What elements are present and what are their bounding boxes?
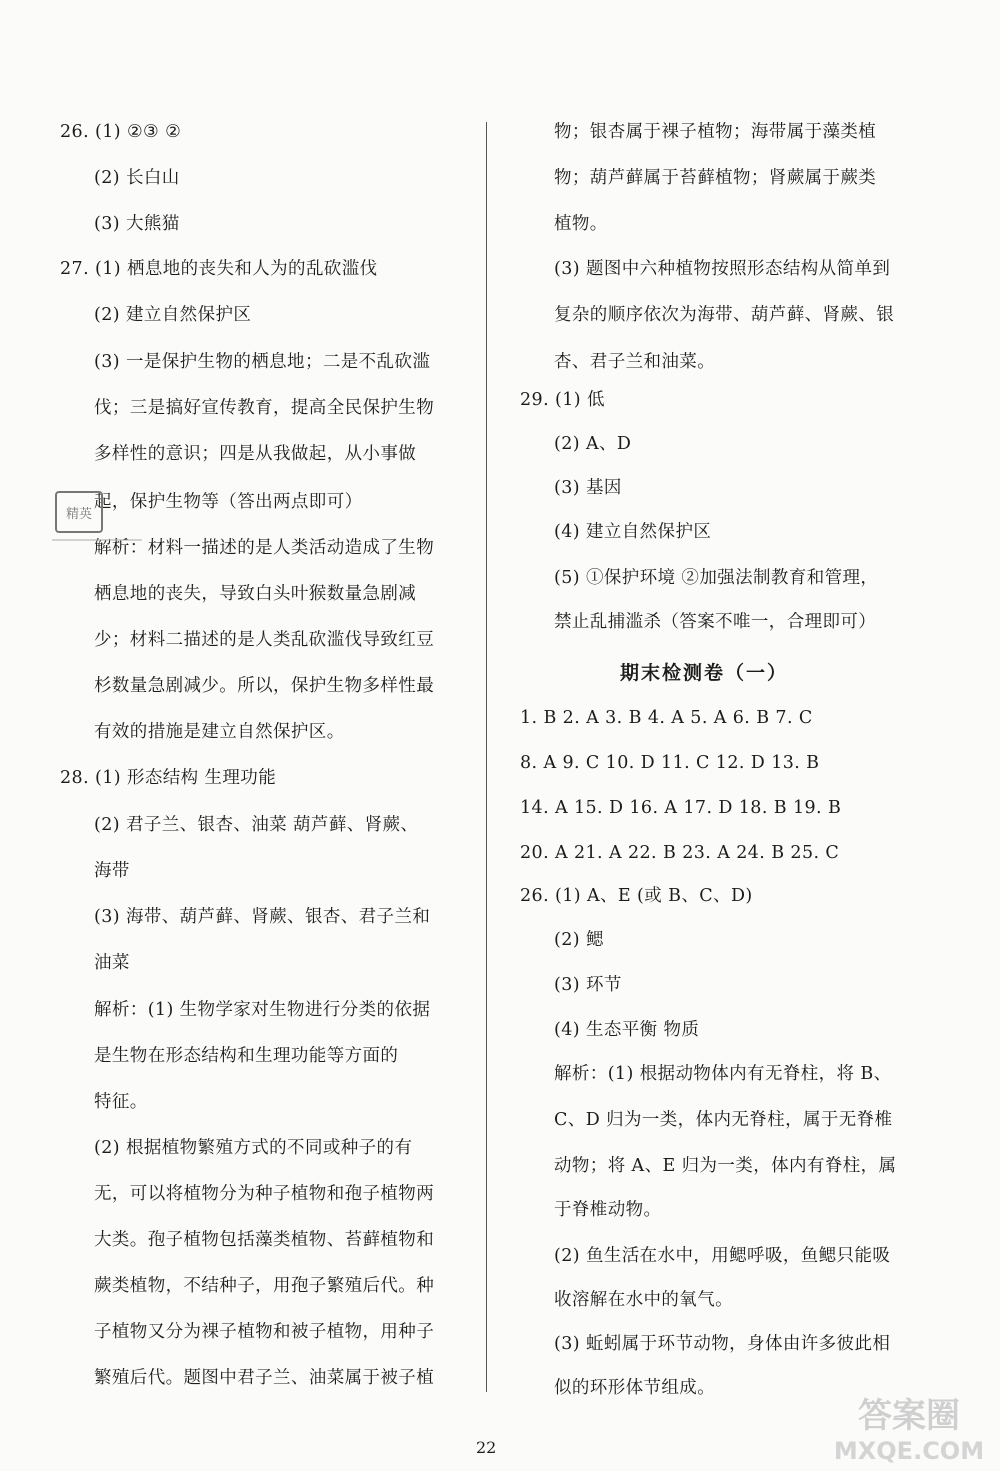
text-line: 栖息地的丧失，导致白头叶猴数量急剧减 bbox=[94, 584, 417, 604]
text-line: 繁殖后代。题图中君子兰、油菜属于被子植 bbox=[94, 1368, 435, 1388]
text-line: (3) 大熊猫 bbox=[94, 214, 180, 234]
text-line: 少；材料二描述的是人类乱砍滥伐导致红豆 bbox=[94, 630, 435, 650]
text-line: 20. A 21. A 22. B 23. A 24. B 25. C bbox=[520, 843, 840, 863]
text-line: 14. A 15. D 16. A 17. D 18. B 19. B bbox=[520, 798, 842, 818]
text-line: 伐；三是搞好宣传教育，提高全民保护生物 bbox=[94, 398, 435, 418]
watermark-line1: 答案圈 bbox=[858, 1396, 960, 1436]
text-line: 蕨类植物，不结种子，用孢子繁殖后代。种 bbox=[94, 1276, 435, 1296]
text-line: 禁止乱捕滥杀（答案不唯一，合理即可） bbox=[554, 612, 877, 632]
text-line: (3) 一是保护生物的栖息地；二是不乱砍滥 bbox=[94, 352, 431, 372]
text-line: (4) 生态平衡 物质 bbox=[554, 1020, 700, 1040]
text-line: (2) A、D bbox=[554, 434, 632, 454]
text-line: (2) 长白山 bbox=[94, 168, 180, 188]
text-line: (3) 环节 bbox=[554, 975, 622, 995]
text-line: (3) 海带、葫芦藓、肾蕨、银杏、君子兰和 bbox=[94, 907, 431, 927]
text-line: 29. (1) 低 bbox=[520, 390, 605, 410]
text-line: (3) 题图中六种植物按照形态结构从简单到 bbox=[554, 259, 891, 279]
text-line: 物；银杏属于裸子植物；海带属于藻类植 bbox=[554, 122, 877, 142]
text-line: 1. B 2. A 3. B 4. A 5. A 6. B 7. C bbox=[520, 708, 813, 728]
text-line: 27. (1) 栖息地的丧失和人为的乱砍滥伐 bbox=[60, 259, 378, 279]
text-line: 海带 bbox=[94, 861, 130, 881]
text-line: 28. (1) 形态结构 生理功能 bbox=[60, 768, 277, 788]
text-line: 无，可以将植物分为种子植物和孢子植物两 bbox=[94, 1184, 435, 1204]
text-line: (2) 建立自然保护区 bbox=[94, 305, 252, 325]
text-line: 解析：(1) 根据动物体内有无脊柱，将 B、 bbox=[554, 1064, 892, 1084]
text-line: (2) 鳃 bbox=[554, 930, 604, 950]
text-line: (2) 鱼生活在水中，用鳃呼吸，鱼鳃只能吸 bbox=[554, 1246, 891, 1266]
text-line: 8. A 9. C 10. D 11. C 12. D 13. B bbox=[520, 753, 820, 773]
text-line: 复杂的顺序依次为海带、葫芦藓、肾蕨、银 bbox=[554, 305, 895, 325]
text-line: 有效的措施是建立自然保护区。 bbox=[94, 722, 345, 742]
text-line: 大类。孢子植物包括藻类植物、苔藓植物和 bbox=[94, 1230, 435, 1250]
text-line: 植物。 bbox=[554, 214, 608, 234]
text-line: 26. (1) ②③ ② bbox=[60, 122, 182, 142]
text-line: 似的环形体节组成。 bbox=[554, 1378, 716, 1398]
text-line: (4) 建立自然保护区 bbox=[554, 522, 712, 542]
text-line: 特征。 bbox=[94, 1092, 148, 1112]
text-line: 是生物在形态结构和生理功能等方面的 bbox=[94, 1046, 399, 1066]
watermark-line2: MXQE.COM bbox=[833, 1437, 985, 1465]
section-title: 期末检测卷（一） bbox=[620, 662, 789, 684]
text-line: 子植物又分为裸子植物和被子植物，用种子 bbox=[94, 1322, 435, 1342]
text-line: (3) 蚯蚓属于环节动物，身体由许多彼此相 bbox=[554, 1334, 891, 1354]
text-line: (2) 君子兰、银杏、油菜 葫芦藓、肾蕨、 bbox=[94, 815, 419, 835]
text-line: 杏、君子兰和油菜。 bbox=[554, 352, 716, 372]
text-line: 解析：(1) 生物学家对生物进行分类的依据 bbox=[94, 1000, 431, 1020]
text-line: (5) ①保护环境 ②加强法制教育和管理， bbox=[554, 568, 879, 588]
text-line: 收溶解在水中的氧气。 bbox=[554, 1290, 733, 1310]
text-line: 于脊椎动物。 bbox=[554, 1200, 662, 1220]
text-line: 解析：材料一描述的是人类活动造成了生物 bbox=[94, 538, 435, 558]
watermark-logo bbox=[824, 1389, 994, 1469]
stamp-logo bbox=[52, 488, 144, 548]
column-divider bbox=[486, 122, 487, 1392]
text-line: 动物；将 A、E 归为一类，体内有脊柱，属 bbox=[554, 1156, 897, 1176]
text-line: 油菜 bbox=[94, 953, 130, 973]
text-line: 杉数量急剧减少。所以，保护生物多样性最 bbox=[94, 676, 435, 696]
text-line: 多样性的意识；四是从我做起，从小事做 bbox=[94, 444, 417, 464]
text-line: 物；葫芦藓属于苔藓植物；肾蕨属于蕨类 bbox=[554, 168, 877, 188]
text-line: C、D 归为一类，体内无脊柱，属于无脊椎 bbox=[554, 1110, 893, 1130]
page-number: 22 bbox=[476, 1438, 497, 1457]
stamp-text: 精英 bbox=[65, 507, 93, 522]
text-line: 起，保护生物等（答出两点即可） bbox=[94, 492, 363, 512]
text-line: 26. (1) A、E (或 B、C、D) bbox=[520, 886, 753, 906]
text-line: (2) 根据植物繁殖方式的不同或种子的有 bbox=[94, 1138, 413, 1158]
text-line: (3) 基因 bbox=[554, 478, 622, 498]
